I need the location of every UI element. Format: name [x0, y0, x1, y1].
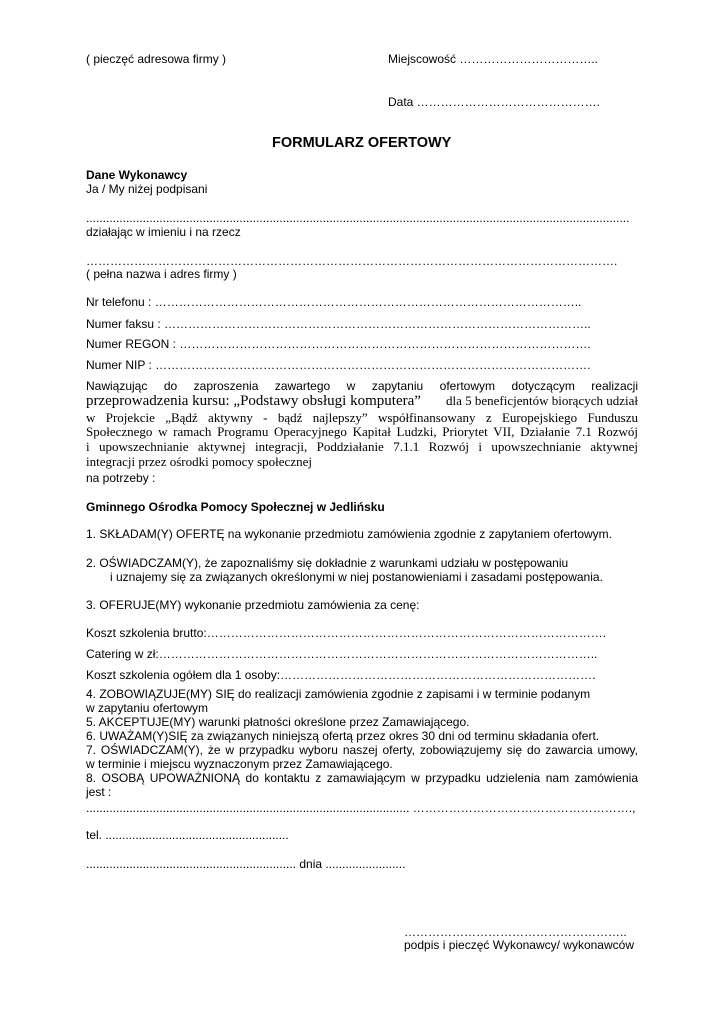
intro-line: i upowszechnianie aktywnej integracji, Poddziałanie 7.1.1 Rozwój i upowszechnianie aktywnej: [86, 439, 638, 454]
declaration-3: 3. OFERUJE(MY) wykonanie przedmiotu zamówienia za cenę:: [86, 598, 420, 612]
intro-line: na potrzeby :: [86, 471, 156, 485]
declaration-8-cont: jest :: [86, 785, 112, 799]
acting-for-text: działając w imieniu i na rzecz: [86, 225, 241, 239]
dotted-line: …………………………………………………………………………………………………………………….: [86, 254, 618, 268]
intro-line: Społecznego w ramach Programu Operacyjnego Kapitał Ludzki, Priorytet VII, Działanie 7.1 Rozwój: [86, 424, 638, 439]
gross-cost-field: Koszt szkolenia brutto:……………………………………………………………………………………….: [86, 626, 607, 640]
place-field: Miejscowość ……………………………..: [388, 52, 599, 66]
intro-line: integracji przez ośrodki pomocy społecznej: [86, 454, 312, 469]
signature-line: ………………………………………………..: [404, 925, 627, 939]
tel-field: tel. .......................................................: [86, 828, 289, 842]
stamp-label: ( pieczęć adresowa firmy ): [86, 52, 227, 66]
declaration-4: 4. ZOBOWIĄZUJE(MY) SIĘ do realizacji zamówienia zgodnie z zapisami i w terminie podanym: [86, 687, 591, 701]
page-title: FORMULARZ OFERTOWY: [272, 135, 452, 151]
date-field: Data ……………………………………….: [388, 95, 601, 109]
dotted-line: ...................................................................................................................................................................: [86, 211, 630, 225]
signature-label: podpis i pieczęć Wykonawcy/ wykonawców: [404, 938, 634, 952]
phone-field: Nr telefonu : ……………………………………………………………………………………………..: [86, 295, 582, 309]
full-name-note: ( pełna nazwa i adres firmy ): [86, 267, 237, 281]
fax-field: Numer faksu : ……………………………………………………………………………………………..: [86, 317, 591, 331]
catering-field: Catering w zł:………………………………………………………………………………………………..: [86, 647, 598, 661]
course-name: przeprowadzenia kursu: „Podstawy obsługi komputera”: [86, 393, 421, 409]
declaration-7: 7. OŚWIADCZAM(Y), że w przypadku wyboru naszej oferty, zobowiązujemy się do zawarcia umowy,: [86, 743, 638, 757]
intro-line: w Projekcie „Bądź aktywny - bądź najlepszy” współfinansowany z Europejskiego Funduszu: [86, 410, 638, 425]
authorized-person-field: ................................................................................................. ……………………………………………….,: [86, 801, 636, 815]
declaration-2-cont: i uznajemy się za związanych określonymi w niej postanowieniami i zasadami postępowania.: [110, 570, 603, 584]
declaration-5: 5. AKCEPTUJE(MY) warunki płatności określone przez Zamawiającego.: [86, 715, 470, 729]
institution-name: Gminnego Ośrodka Pomocy Społecznej w Jedlińsku: [86, 500, 385, 514]
undersigned-text: Ja / My niżej podpisani: [86, 182, 208, 196]
regon-field: Numer REGON : ………………………………………………………………………………………….: [86, 337, 591, 351]
contractor-heading: Dane Wykonawcy: [86, 168, 188, 182]
total-cost-field: Koszt szkolenia ogółem dla 1 osoby:…………………………………………………………………….: [86, 668, 596, 682]
place-date-field: ............................................................... dnia ........................: [86, 857, 406, 871]
declaration-2: 2. OŚWIADCZAM(Y), że zapoznaliśmy się dokładnie z warunkami udziału w postępowaniu: [86, 556, 569, 570]
nip-field: Numer NIP : ……………………………………………………………………………………………….: [86, 358, 591, 372]
beneficiaries-text: dla 5 beneficjentów biorących udział: [445, 393, 638, 408]
declaration-6: 6. UWAŻAM(Y)SIĘ za związanych niniejszą ofertą przez okres 30 dni od terminu składania ofert.: [86, 729, 600, 743]
intro-line: [86, 393, 638, 410]
declaration-8: 8. OSOBĄ UPOWAŻNIONĄ do kontaktu z zamawiającym w przypadku udzielenia nam zamówienia: [86, 771, 638, 785]
declaration-7-cont: w terminie i miejscu wyznaczonym przez Zamawiającego.: [86, 757, 393, 771]
declaration-1: 1. SKŁADAM(Y) OFERTĘ na wykonanie przedmiotu zamówienia zgodnie z zapytaniem ofertowym.: [86, 527, 613, 541]
declaration-4-cont: w zapytaniu ofertowym: [86, 701, 209, 715]
intro-line: Nawiązując do zaproszenia zawartego w zapytaniu ofertowym dotyczącym realizacji: [86, 379, 638, 393]
